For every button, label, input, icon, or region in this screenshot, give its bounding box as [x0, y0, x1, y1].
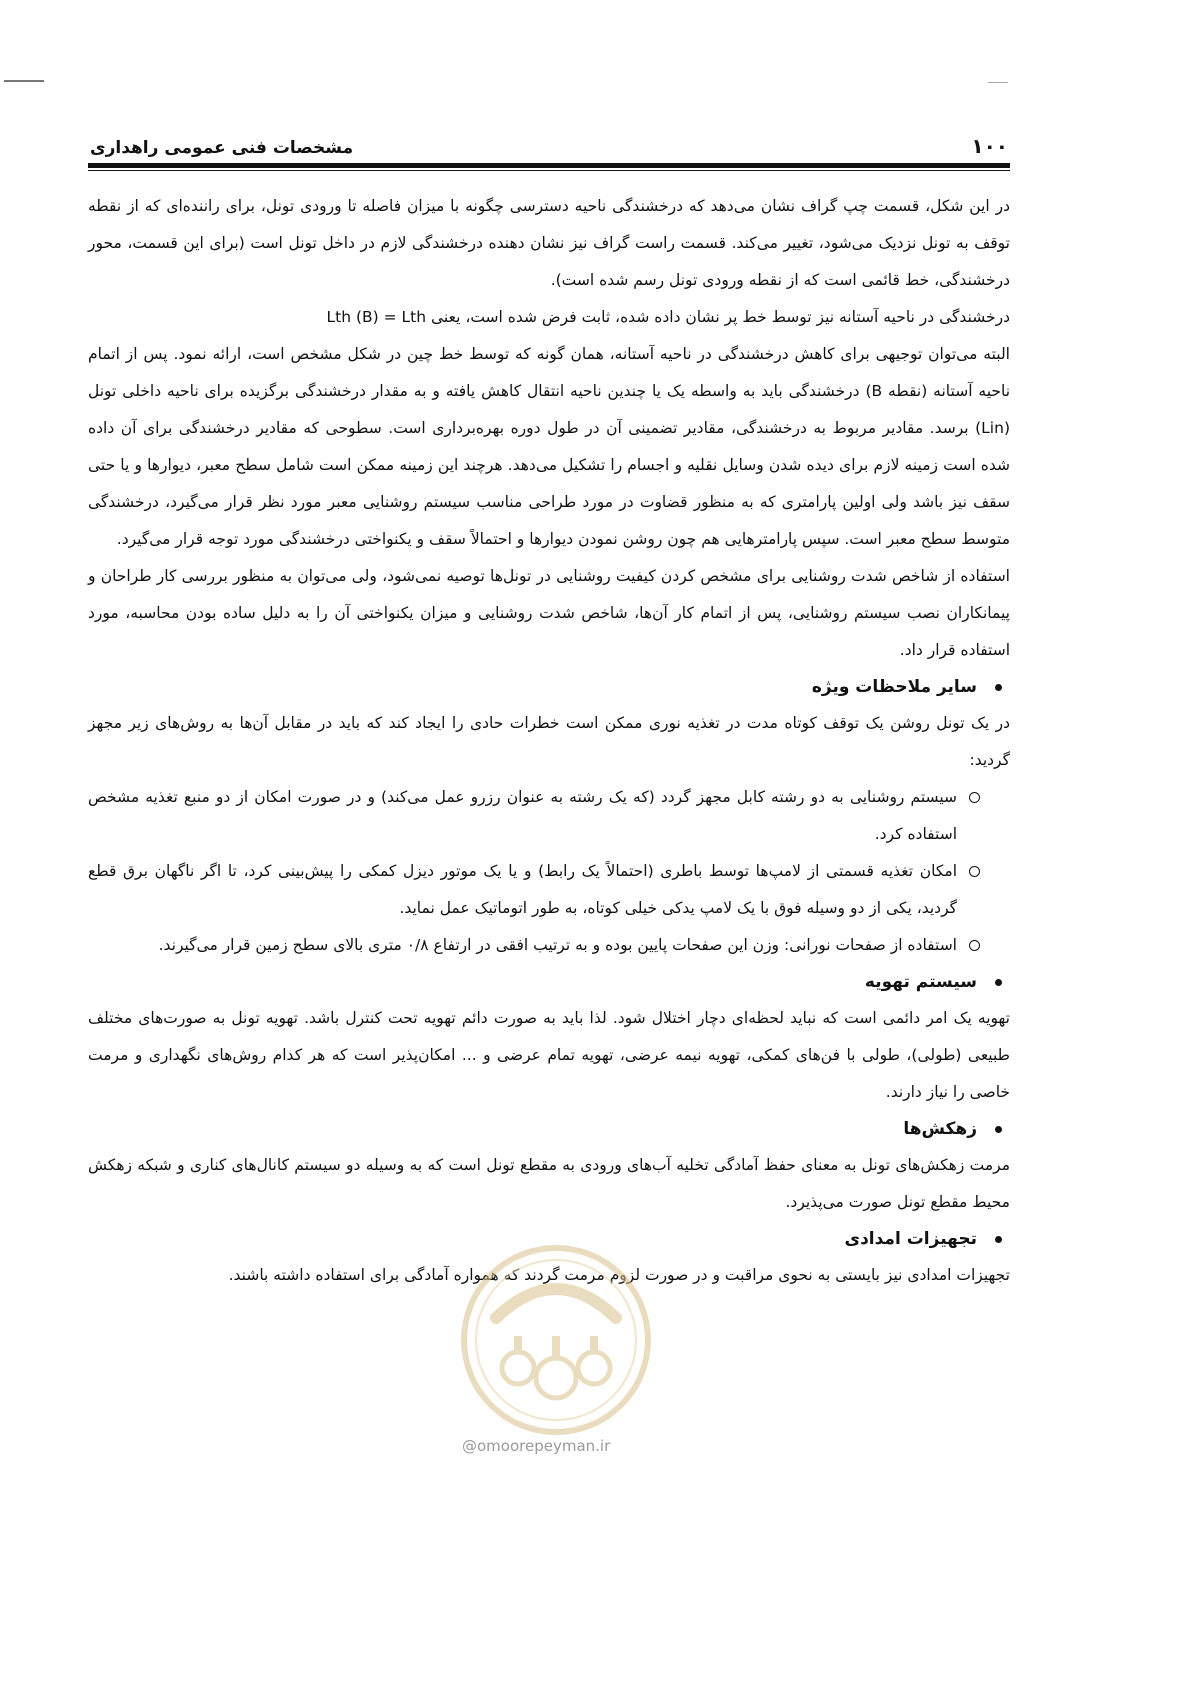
circle-bullet-icon — [969, 940, 980, 951]
circle-bullet-icon — [969, 866, 980, 877]
section-heading-text: سیستم تهویه — [864, 972, 977, 992]
list-item — [88, 927, 1010, 964]
section-heading — [88, 964, 1010, 1000]
watermark-logo — [456, 1240, 656, 1440]
list-item-text: استفاده از صفحات نورانی: وزن این صفحات پایین بوده و به ترتیب افقی در ارتفاع ۰/۸ متری بالای سطح زمین قرار می‌گیرند. — [158, 936, 957, 954]
section-heading — [88, 1111, 1010, 1147]
paragraph: مرمت زهکش‌های تونل به معنای حفظ آمادگی تخلیه آب‌های ورودی به مقطع تونل است که به وسیله دو سیستم کانال‌های کناری و شبکه زهکش محیط مقطع تونل صورت می‌پذیرد. — [88, 1156, 1010, 1211]
bullet-icon — [995, 1236, 1002, 1243]
list-item — [88, 779, 1010, 853]
paragraph: البته می‌توان توجیهی برای کاهش درخشندگی در ناحیه آستانه، همان گونه که توسط خط چین در شکل مشخص است، ارائه نمود. پس از اتمام ناحیه آستانه (نقطه B) درخشندگی باید به واسطه یک یا چندین ناحیه انتقال کاهش یافته و به مقدار درخشندگی برگزیده برای ناحیه داخلی تونل (Lin) برسد. مقادیر مربوط به درخشندگی، مقادیر تضمینی آن در طول دوره بهره‌برداری است. سطوحی که مقادیر درخشندگی برای آن داده شده است زمینه لازم برای دیده شدن وسایل نقلیه و اجسام را تشکیل می‌دهد. هرچند این زمینه ممکن است شامل سطح معبر، دیوارها و یا حتی سقف نیز باشد ولی اولین پارامتری که به منظور قضاوت در مورد طراحی مناسب سیستم روشنایی معبر مورد نظر قرار می‌گیرد، درخشندگی متوسط سطح معبر است. سپس پارامترهایی هم چون روشن نمودن دیوارها و احتمالاً سقف و یکنواختی درخشندگی مورد توجه قرار می‌گیرد. — [88, 345, 1011, 548]
circle-bullet-icon — [969, 792, 980, 803]
page-header — [90, 128, 1008, 168]
header-rule-thin — [88, 170, 1010, 171]
body-text — [88, 188, 1010, 1294]
list-item-text: سیستم روشنایی به دو رشته کابل مجهز گردد (که یک رشته به عنوان رزرو عمل می‌کند) و در صورت امکان از دو منبع تغذیه مشخص استفاده کرد. — [88, 788, 957, 843]
list-item-text: امکان تغذیه قسمتی از لامپ‌ها توسط باطری (احتمالاً یک رابط) و یا یک موتور دیزل کمکی را پیش‌بینی کرد، تا اگر ناگهان برق قطع گردید، یکی از دو وسیله فوق با یک لامپ یدکی خیلی کوتاه، به طور اتوماتیک عمل نماید. — [88, 862, 957, 917]
section-heading-text: زهکش‌ها — [903, 1119, 977, 1139]
section-heading-text: سایر ملاحظات ویژه — [811, 677, 977, 697]
paragraph: در یک تونل روشن یک توقف کوتاه مدت در تغذیه نوری ممکن است خطرات حادی را ایجاد کند که باید در مقابل آن‌ها به روش‌های زیر مجهز گردید: — [88, 714, 1010, 769]
bullet-icon — [995, 979, 1002, 986]
paragraph: در این شکل، قسمت چپ گراف نشان می‌دهد که درخشندگی ناحیه دسترسی چگونه با میزان فاصله تا ورودی تونل، برای راننده‌ای که از نقطه توقف به تونل نزدیک می‌شود، تغییر می‌کند. قسمت راست گراف نیز نشان دهنده درخشندگی لازم در داخل تونل است (برای این قسمت، محور درخشندگی، خط قائمی است که از نقطه ورودی تونل رسم شده است). — [88, 197, 1010, 289]
section-heading-text: تجهیزات امدادی — [844, 1229, 977, 1249]
paragraph: استفاده از شاخص شدت روشنایی برای مشخص کردن کیفیت روشنایی در تونل‌ها توصیه نمی‌شود، ولی می‌توان به منظور بررسی کار طراحان و پیمانکاران نصب سیستم روشنایی، پس از اتمام کار آن‌ها، شاخص شدت روشنایی و میزان یکنواختی آن را به دلیل ساده بودن محاسبه، مورد استفاده قرار داد. — [88, 567, 1010, 659]
running-title: مشخصات فنی عمومی راهداری — [90, 138, 354, 158]
bullet-icon — [995, 1126, 1002, 1133]
paragraph: درخشندگی در ناحیه آستانه نیز توسط خط پر نشان داده شده، ثابت فرض شده است، یعنی Lth (B) = Lth — [326, 308, 1010, 326]
bullet-icon — [995, 684, 1002, 691]
section-heading — [88, 669, 1010, 705]
scan-artifact — [4, 80, 44, 82]
header-rule-thick — [88, 163, 1010, 168]
scan-artifact — [988, 82, 1008, 83]
paragraph: تهویه یک امر دائمی است که نباید لحظه‌ای دچار اختلال شود. لذا باید به صورت دائم تهویه تحت کنترل باشد. تهویه تونل به صورت‌های مختلف طبیعی (طولی)، طولی با فن‌های کمکی، تهویه نیمه عرضی، تهویه تمام عرضی و ... امکان‌پذیر است که هر کدام روش‌های نگهداری و مرمت خاصی را نیاز دارند. — [88, 1009, 1010, 1101]
page-number: ۱۰۰ — [971, 134, 1008, 158]
paragraph: تجهیزات امدادی نیز بایستی به نحوی مراقبت و در صورت لزوم مرمت گردند که همواره آمادگی برای استفاده داشته باشند. — [228, 1266, 1010, 1284]
watermark-url: @omoorepeyman.ir — [462, 1437, 611, 1455]
list-item — [88, 853, 1010, 927]
